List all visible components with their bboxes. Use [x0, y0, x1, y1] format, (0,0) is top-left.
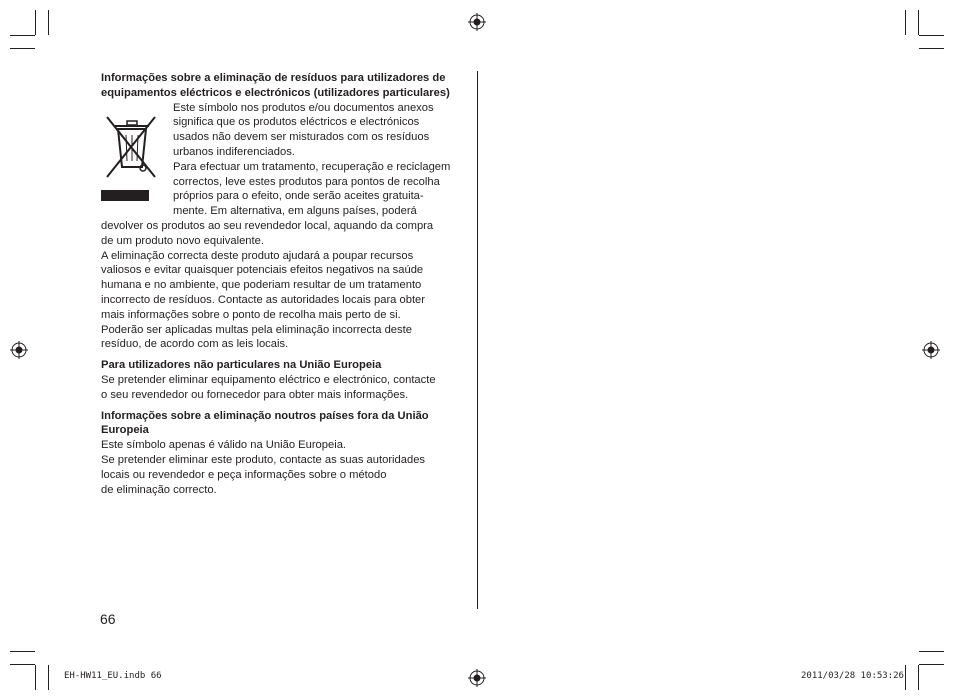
text-line: próprios para o efeito, onde serão aceites gratuita-	[173, 190, 424, 203]
text-line: Este símbolo apenas é válido na União Europeia.	[101, 439, 347, 452]
other-countries-title: Informações sobre a eliminação noutros países fora da União	[101, 409, 429, 422]
business-users-title: Para utilizadores não particulares na União Europeia	[101, 359, 382, 372]
text-line: valiosos e evitar quaisquer potenciais efeitos negativos na saúde	[101, 264, 424, 277]
registration-mark-icon	[468, 13, 486, 31]
text-line: locais ou revendedor e peça informações sobre o método	[101, 468, 387, 481]
other-countries-title-cont: Europeia	[101, 424, 149, 437]
text-line: o seu revendedor ou fornecedor para obter mais informações.	[101, 388, 409, 401]
text-line: A eliminação correcta deste produto ajudará a poupar recursos	[101, 249, 414, 262]
text-line: Poderão ser aplicadas multas pela eliminação incorrecta deste	[101, 323, 412, 336]
registration-mark-icon	[468, 669, 486, 687]
disposal-info-section	[101, 71, 469, 497]
footer-file: EH-HW11_EU.indb 66	[64, 671, 162, 681]
footer-datetime: 2011/03/28 10:53:26	[801, 671, 904, 681]
text-line: Se pretender eliminar este produto, contacte as suas autoridades	[101, 453, 426, 466]
text-line: mais informações sobre o ponto de recolha mais perto de si.	[101, 308, 401, 321]
column-divider	[477, 71, 478, 609]
text-line: Este símbolo nos produtos e/ou documentos anexos	[173, 101, 434, 114]
symbol-description	[173, 101, 469, 219]
text-line: urbanos indiferenciados.	[173, 145, 295, 158]
disposal-paragraph	[101, 219, 469, 352]
text-line: resíduo, de acordo com as leis locais.	[101, 338, 289, 351]
text-line: significa que os produtos eléctricos e electrónicos	[173, 116, 420, 129]
crossed-out-wheeled-bin-icon	[101, 113, 161, 203]
registration-mark-icon	[10, 341, 28, 359]
text-line: humana e no ambiente, que poderiam resultar de um tratamento	[101, 279, 422, 292]
text-line: devolver os produtos ao seu revendedor local, aquando da compra	[101, 219, 434, 232]
section-title: Informações sobre a eliminação de resíduos para utilizadores de equipamentos eléctricos e electrónicos (utilizadores particulares)	[101, 72, 450, 99]
text-line: correctos, leve estes produtos para pontos de recolha	[173, 175, 440, 188]
text-line: Para efectuar um tratamento, recuperação e reciclagem	[173, 160, 451, 173]
text-line: de eliminação correcto.	[101, 483, 217, 496]
registration-mark-icon	[922, 341, 940, 359]
text-line: usados não devem ser misturados com os resíduos	[173, 131, 430, 144]
text-line: de um produto novo equivalente.	[101, 234, 264, 247]
text-line: incorrecto de resíduos. Contacte as autoridades locais para obter	[101, 293, 426, 306]
symbol-block	[101, 101, 469, 219]
page-number: 66	[100, 611, 116, 627]
text-line: mente. Em alternativa, em alguns países, poderá	[173, 205, 417, 218]
text-line: Se pretender eliminar equipamento eléctrico e electrónico, contacte	[101, 373, 436, 386]
